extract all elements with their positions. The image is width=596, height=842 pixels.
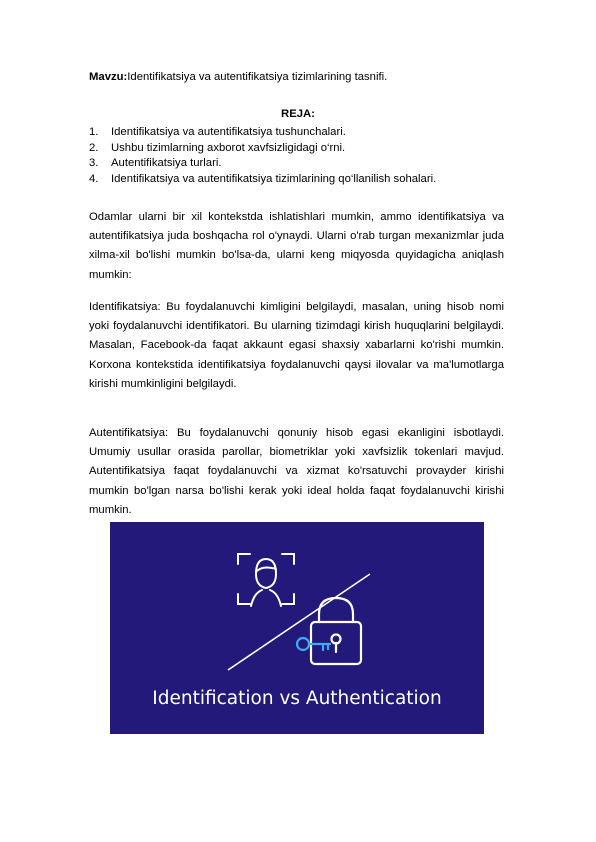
- authentication-paragraph: Autentifikatsiya: Bu foydalanuvchi qonuniy hisob egasi ekanligini isbotlaydi. Umumiy usullar orasida parollar, biometriklar yoki xavfsizlik tokenlari mavjud. Autentifikatsiya faqat foydalanuvchi va xizmat ko'rsatuvchi provayder kirishi mumkin bo'lgan narsa bo'lishi kerak yoki ideal holda faqat foydalanuvchi kirishi mumkin.: [89, 427, 504, 516]
- plan-heading: REJA:: [281, 108, 315, 120]
- topic-text: Identifikatsiya va autentifikatsiya tizimlarining tasnifi.: [127, 71, 388, 83]
- plan-item: [89, 141, 509, 157]
- identification-paragraph: Identifikatsiya: Bu foydalanuvchi kimligini belgilaydi, masalan, uning hisob nomi yoki foydalanuvchi identifikatori. Bu ularning tizimdagi kirish huquqlarini belgilaydi. Masalan, Facebook-da faqat akkaunt egasi shaxsiy xabarlarni ko'rishi mumkin. Korxona kontekstida identifikatsiya foydalanuvchi qaysi ilovalar va ma'lumotlarga kirishi mumkinligini belgilaydi.: [89, 301, 504, 390]
- hero-caption: Identification vs Authentication: [152, 688, 442, 709]
- plan-item: [89, 125, 509, 141]
- plan-list: [89, 125, 509, 187]
- intro-paragraph: Odamlar ularni bir xil kontekstda ishlatishlari mumkin, ammo identifikatsiya va autentifikatsiya juda boshqacha rol o'ynaydi. Ularni o'rab turgan mexanizmlar juda xilma-xil bo'lishi mumkin bo'lsa-da, ularni keng miqyosda quyidagicha aniqlash mumkin:: [89, 211, 504, 281]
- plan-item-number: 4.: [89, 172, 99, 185]
- plan-item-text: Identifikatsiya va autentifikatsiya tushunchalari.: [111, 126, 346, 138]
- plan-item: [89, 156, 509, 172]
- plan-item-number: 2.: [89, 141, 99, 154]
- topic-line: [89, 70, 509, 85]
- plan-item-text: Identifikatsiya va autentifikatsiya tizimlarining qo‘llanilish sohalari.: [111, 172, 437, 185]
- identification-vs-authentication-image: [110, 522, 484, 734]
- topic-label: Mavzu:: [89, 71, 128, 83]
- plan-item-number: 1.: [89, 126, 99, 138]
- hero-graphic: [110, 522, 484, 734]
- plan-item-text: Autentifikatsiya turlari.: [111, 157, 222, 170]
- plan-item-text: Ushbu tizimlarning axborot xavfsizligidagi o‘rni.: [111, 141, 346, 154]
- plan-item-number: 3.: [89, 157, 99, 170]
- plan-item: [89, 172, 509, 188]
